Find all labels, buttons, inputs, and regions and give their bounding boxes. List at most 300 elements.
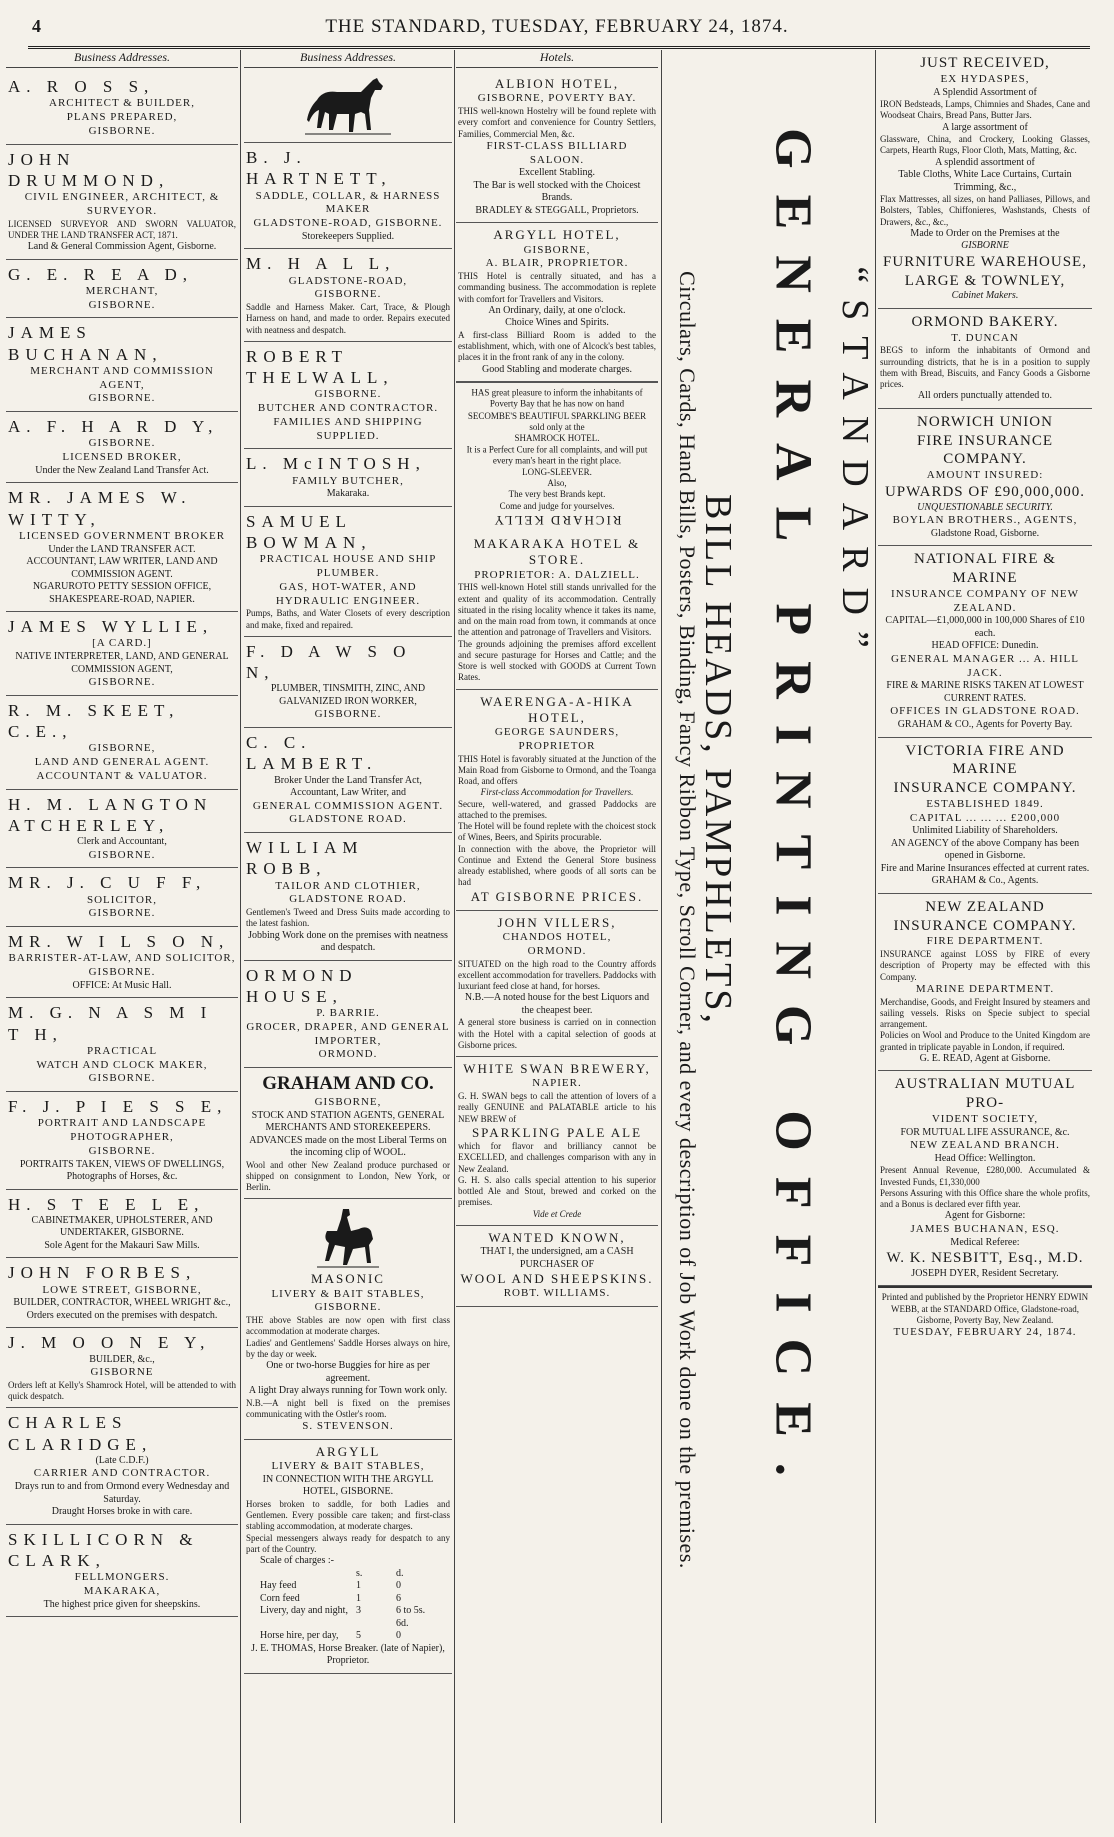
fee-table-title: Scale of charges :- bbox=[260, 1555, 334, 1566]
ad-name: H. M. LANGTON ATCHERLEY, bbox=[8, 794, 213, 835]
ad-name: NEW ZEALAND bbox=[925, 898, 1045, 915]
ad-line: An Ordinary, daily, at one o'clock. bbox=[488, 304, 626, 316]
ad-line: GISBORNE. bbox=[88, 298, 156, 311]
ad-line: GISBORNE. bbox=[88, 124, 156, 137]
ad-line: S. STEVENSON. bbox=[302, 1420, 394, 1432]
ad-line: GISBORNE. bbox=[88, 676, 156, 688]
ad-line: J. E. THOMAS, Horse Breaker. (late of Napier), Proprietor. bbox=[251, 1642, 445, 1666]
ad-line: PRACTICAL bbox=[86, 1044, 158, 1057]
horse-icon bbox=[303, 76, 393, 138]
ad-block bbox=[6, 927, 238, 998]
ad-line: Also, bbox=[547, 478, 567, 488]
ad-line: Good Stabling and moderate charges. bbox=[481, 363, 633, 375]
ad-block bbox=[6, 260, 238, 319]
ad-line: UPWARDS OF £90,000,000. bbox=[884, 483, 1086, 500]
ad-line: OFFICE: At Music Hall. bbox=[72, 979, 172, 991]
ad-line: THIS well-known Hostelry will be found replete with every comfort and convenience for Country Settlers, Families, Commercial Men, &c. bbox=[458, 106, 656, 139]
ad-line: INSURANCE COMPANY. bbox=[893, 917, 1077, 934]
ad-block bbox=[6, 868, 238, 927]
ad-line: ACCOUNTANT & VALUATOR. bbox=[36, 769, 208, 782]
ad-line: FIRE & MARINE RISKS TAKEN AT LOWEST CURRENT RATES. bbox=[886, 680, 1084, 704]
ad-name: ARGYLL HOTEL, bbox=[493, 227, 621, 243]
ad-line: N.B.—A night bell is fixed on the premises communicating with the Ostler's room. bbox=[246, 1397, 450, 1419]
ad-line: JAMES BUCHANAN, ESQ. bbox=[910, 1222, 1060, 1235]
ad-block bbox=[456, 382, 658, 532]
ad-name: ARGYLL bbox=[315, 1443, 381, 1459]
ad-block bbox=[244, 1199, 452, 1440]
fee-cell: 5 bbox=[356, 1630, 361, 1641]
ad-line: SHAMROCK HOTEL. bbox=[514, 433, 600, 443]
ad-line: A. BLAIR, PROPRIETOR. bbox=[485, 257, 629, 270]
ad-line: THAT I, the undersigned, am a CASH PURCHASER OF bbox=[480, 1246, 634, 1270]
ad-line: GEORGE SAUNDERS, PROPRIETOR bbox=[494, 726, 620, 752]
ad-block bbox=[878, 1071, 1092, 1286]
ad-line: GENERAL COMMISSION AGENT. bbox=[252, 799, 444, 812]
ad-name: JOHN DRUMMOND, bbox=[8, 149, 170, 190]
ad-block bbox=[244, 143, 452, 249]
ad-line: SOLICITOR, bbox=[87, 893, 157, 906]
ad-line: BARRISTER-AT-LAW, AND SOLICITOR, bbox=[8, 952, 236, 965]
ad-name: A. R O S S, bbox=[8, 77, 155, 96]
ad-line: MARINE DEPARTMENT. bbox=[915, 982, 1055, 995]
ad-line: GISBORNE. bbox=[88, 437, 156, 450]
ad-line: INSURANCE COMPANY OF NEW ZEALAND. bbox=[891, 587, 1079, 614]
ad-line: Fire and Marine Insurances effected at current rates. bbox=[880, 862, 1090, 874]
ad-line: JOSEPH DYER, Resident Secretary. bbox=[911, 1267, 1059, 1279]
ad-line: Unlimited Liability of Shareholders. bbox=[912, 825, 1058, 837]
ad-block bbox=[244, 1068, 452, 1199]
ad-line: Under the New Zealand Land Transfer Act. bbox=[35, 464, 209, 476]
ad-line: Special messengers always ready for despatch to any part of the Country. bbox=[246, 1532, 450, 1554]
ad-name: M. H A L L, bbox=[246, 254, 396, 274]
ad-line: FAMILY BUTCHER, bbox=[292, 474, 404, 487]
ad-line: ESTABLISHED 1849. bbox=[926, 797, 1044, 810]
ad-line: Wool and other New Zealand produce purchased or shipped on consignment to London, New York, or Berlin. bbox=[246, 1159, 450, 1192]
ad-block bbox=[244, 833, 452, 961]
ad-line: Excellent Stabling. bbox=[518, 167, 596, 179]
ad-line: ACCOUNTANT, LAW WRITER, LAND AND COMMISSION AGENT. bbox=[26, 556, 218, 580]
ad-block bbox=[6, 1525, 238, 1618]
ad-line: Choice Wines and Spirits. bbox=[505, 317, 609, 329]
ad-name: GRAHAM AND CO. bbox=[262, 1073, 434, 1094]
ad-name: ORMOND BAKERY. bbox=[911, 313, 1059, 330]
ad-name: MAKARAKA HOTEL & STORE. bbox=[473, 536, 641, 568]
imprint-date: TUESDAY, FEBRUARY 24, 1874. bbox=[893, 1326, 1077, 1338]
ad-line: A large assortment of bbox=[942, 121, 1028, 133]
general-printing-office-line: GENERAL PRINTING OFFICE. bbox=[764, 128, 822, 1502]
ad-line: BUTCHER AND CONTRACTOR. bbox=[257, 402, 439, 414]
ad-line: ROBT. WILLIAMS. bbox=[503, 1287, 611, 1300]
ad-line: THE above Stables are now open with first class accommodation at moderate charges. bbox=[246, 1315, 450, 1337]
ad-line: Made to Order on the Premises at the bbox=[910, 227, 1060, 239]
ad-block bbox=[456, 223, 658, 382]
ad-line: Vide et Crede bbox=[532, 1208, 582, 1219]
ad-line: PHOTOGRAPHER, bbox=[70, 1131, 174, 1143]
ad-line: SECOMBE'S BEAUTIFUL SPARKLING BEER bbox=[467, 410, 647, 421]
ad-line: GLADSTONE-ROAD, GISBORNE. bbox=[253, 217, 443, 229]
ad-line: THIS Hotel is favorably situated at the Junction of the Main Road from Gisborne to Ormond, and the Toanga Road, and offers bbox=[458, 753, 656, 786]
ad-name: L. McINTOSH, bbox=[246, 454, 426, 474]
ad-name: F. J. P I E S S E, bbox=[8, 1097, 228, 1116]
ad-name: G. E. R E A D, bbox=[8, 264, 194, 284]
ad-line: The Bar is well stocked with the Choicest Brands. bbox=[473, 179, 641, 204]
ad-name: MR. J. C U F F, bbox=[8, 873, 207, 893]
ad-line: AN AGENCY of the above Company has been opened in Gisborne. bbox=[890, 837, 1080, 862]
ad-line: GRAHAM & CO., Agents for Poverty Bay. bbox=[897, 719, 1073, 730]
ad-name: JOHN VILLERS, bbox=[497, 914, 617, 930]
fee-header-cell bbox=[260, 1568, 356, 1581]
ad-line: Secure, well-watered, and grassed Paddocks are attached to the premises. bbox=[458, 798, 656, 820]
ad-name: ORMOND HOUSE, bbox=[246, 965, 358, 1006]
ad-line: Land & General Commission Agent, Gisborne. bbox=[27, 241, 217, 252]
fee-cell: 6 bbox=[396, 1592, 401, 1604]
ad-name: J. M O O N E Y, bbox=[8, 1333, 211, 1353]
ad-line: FAMILIES AND SHIPPING SUPPLIED. bbox=[273, 415, 423, 442]
ads-list bbox=[244, 143, 452, 1674]
ad-line: CABINETMAKER, UPHOLSTERER, AND UNDERTAKER, GISBORNE. bbox=[31, 1214, 213, 1239]
column-insurance-furniture bbox=[878, 50, 1092, 1823]
fee-cell: 0 bbox=[396, 1580, 401, 1591]
ad-block bbox=[878, 409, 1092, 547]
ad-line: N.B.—A noted house for the best Liquors and the cheapest beer. bbox=[464, 992, 650, 1016]
ad-line: PROPRIETOR: A. DALZIELL. bbox=[474, 568, 640, 581]
ad-line: A general store business is carried on in connection with the Hotel with a capital selection of goods at Gisborne prices. bbox=[458, 1017, 656, 1050]
ad-line: GISBORNE, bbox=[314, 1095, 382, 1108]
ad-block bbox=[456, 911, 658, 1057]
ad-line: GLADSTONE ROAD. bbox=[289, 893, 407, 906]
ad-line: GISBORNE bbox=[961, 240, 1009, 252]
ad-line: Merchandise, Goods, and Freight Insured by steamers and sailing vessels. Risks on Specie subject to special arrangement. bbox=[880, 996, 1090, 1029]
ad-block bbox=[878, 50, 1092, 309]
ad-name: JAMES WYLLIE, bbox=[8, 617, 214, 636]
ad-line: FURNITURE WAREHOUSE, bbox=[883, 253, 1087, 270]
ad-name: NATIONAL FIRE & MARINE bbox=[914, 551, 1056, 586]
ad-block bbox=[456, 1057, 658, 1226]
fee-table bbox=[246, 1555, 450, 1643]
ads-list bbox=[456, 72, 658, 1307]
ad-block bbox=[878, 309, 1092, 409]
fee-cell: Horse hire, per day, bbox=[260, 1630, 339, 1641]
ad-line: HAS great pleasure to inform the inhabitants of Poverty Bay that he has now on hand bbox=[471, 388, 643, 410]
fee-cell: 3 bbox=[356, 1605, 361, 1616]
ad-name: ALBION HOTEL, bbox=[494, 76, 620, 91]
ad-line: FIRE DEPARTMENT. bbox=[926, 935, 1044, 948]
ad-line: BUILDER, &c., bbox=[89, 1353, 155, 1365]
ad-line: Present Annual Revenue, £280,000. Accumulated & Invested Funds, £1,330,000 bbox=[880, 1165, 1090, 1187]
ad-line: GISBORNE bbox=[90, 1366, 154, 1378]
fee-cell: Hay feed bbox=[260, 1580, 297, 1591]
ad-line: GISBORNE. bbox=[314, 708, 382, 721]
ad-line: STOCK AND STATION AGENTS, GENERAL MERCHANTS AND STOREKEEPERS. bbox=[251, 1109, 445, 1133]
ad-line: FIRE INSURANCE COMPANY. bbox=[916, 432, 1054, 468]
ad-line: CHANDOS HOTEL, bbox=[502, 931, 612, 943]
ad-line: Horses broken to saddle, for both Ladies and Gentlemen. Every possible care taken; and first-class stabling accommodation, at moderate charges. bbox=[246, 1498, 450, 1532]
ad-line: GISBORNE. bbox=[314, 1301, 382, 1314]
ad-line: GISBORNE. bbox=[88, 848, 156, 861]
fee-header-cell: s. bbox=[356, 1567, 363, 1579]
ad-block bbox=[244, 728, 452, 833]
ad-line: ARCHITECT & BUILDER, bbox=[49, 97, 195, 110]
ad-line: G. H. SWAN begs to call the attention of lovers of a really GENUINE and PALATABLE article to his NEW BREW of bbox=[458, 1091, 656, 1124]
ad-name: MR. W I L S O N, bbox=[8, 932, 230, 951]
ad-name: H. S T E E L E, bbox=[8, 1194, 205, 1214]
fee-cell: 6 to 5s. 6d. bbox=[396, 1605, 426, 1629]
ad-block bbox=[6, 998, 238, 1092]
ad-name: B. J. HARTNETT, bbox=[246, 148, 392, 189]
ad-block bbox=[6, 72, 238, 145]
ad-block bbox=[878, 894, 1092, 1072]
ad-line: Draught Horses broke in with care. bbox=[51, 1506, 193, 1517]
ad-line: SPARKLING PALE ALE bbox=[471, 1124, 643, 1140]
ad-line: Persons Assuring with this Office share the whole profits, and a Bonus is declared ever fifth year. bbox=[880, 1187, 1090, 1209]
ad-line: PORTRAITS TAKEN, VIEWS OF DWELLINGS, Photographs of Horses, &c. bbox=[19, 1158, 225, 1182]
ad-line: Agent for Gisborne: bbox=[944, 1210, 1026, 1222]
ad-line: which for flavor and brilliancy cannot be EXCELLED, and challenges comparison with any in New Zealand. bbox=[458, 1141, 656, 1174]
column-divider bbox=[240, 50, 241, 1823]
ad-line: THIS well-known Hotel still stands unrivalled for the extent and quality of its accommodation. Centrally situated in the rising locality whence it takes its name, and on the main road from town, it commands at once the attention and patronage of Travellers and Visitors. bbox=[458, 582, 656, 638]
ad-name: SAMUEL BOWMAN, bbox=[246, 511, 372, 552]
ad-name: CHARLES CLARIDGE, bbox=[8, 1413, 153, 1454]
ad-line: LARGE & TOWNLEY, bbox=[904, 272, 1066, 289]
ad-line: GISBORNE. bbox=[88, 392, 156, 405]
ad-line: FELLMONGERS. bbox=[74, 1571, 170, 1583]
ad-block bbox=[456, 1226, 658, 1307]
ad-line: Orders executed on the premises with despatch. bbox=[26, 1309, 218, 1321]
fee-grid bbox=[246, 1568, 450, 1643]
ad-line: [A CARD.] bbox=[92, 637, 152, 650]
ads-list bbox=[878, 50, 1092, 1286]
ad-block bbox=[6, 1258, 238, 1328]
ad-name: A. F. H A R D Y, bbox=[8, 417, 219, 436]
fee-header-cell: d. bbox=[396, 1567, 404, 1579]
ad-line: CIVIL ENGINEER, ARCHITECT, & SURVEYOR. bbox=[24, 191, 220, 217]
ad-name: AUSTRALIAN MUTUAL PRO- bbox=[894, 1076, 1076, 1111]
ad-line: Pumps, Baths, and Water Closets of every description and make, fixed and repaired. bbox=[246, 608, 450, 630]
ad-line: P. BARRIE. bbox=[316, 1007, 380, 1019]
ad-line: PLANS PREPARED, bbox=[66, 111, 178, 123]
ad-line: LIVERY & BAIT STABLES, bbox=[271, 1287, 425, 1300]
ad-line: Makaraka. bbox=[326, 488, 370, 500]
rider-engraving bbox=[246, 1205, 450, 1269]
ad-line: OFFICES IN GLADSTONE ROAD. bbox=[890, 705, 1080, 718]
ad-block bbox=[6, 1328, 238, 1408]
ad-name: R. M. SKEET, C.E., bbox=[8, 700, 180, 741]
ad-line: WOOL AND SHEEPSKINS. bbox=[460, 1271, 654, 1286]
ad-line: BUILDER, CONTRACTOR, WHEEL WRIGHT &c., bbox=[13, 1297, 231, 1309]
fee-cell: 1 bbox=[356, 1592, 361, 1604]
ad-line: VIDENT SOCIETY, bbox=[931, 1112, 1039, 1125]
ad-name: MASONIC bbox=[311, 1271, 385, 1287]
column-hotels bbox=[456, 50, 658, 1823]
ad-line: CARRIER AND CONTRACTOR. bbox=[33, 1467, 211, 1480]
ad-block bbox=[244, 449, 452, 507]
ad-line: W. K. NESBITT, Esq., M.D. bbox=[886, 1250, 1084, 1266]
ad-line: AMOUNT INSURED: bbox=[926, 469, 1044, 481]
ad-line: Come and judge for yourselves. bbox=[499, 500, 615, 511]
ad-block bbox=[6, 696, 238, 790]
ad-line: (Late C.D.F.) bbox=[95, 1454, 149, 1466]
ad-block bbox=[6, 412, 238, 483]
ad-line: GISBORNE. bbox=[88, 1144, 156, 1157]
column-header: Hotels. bbox=[456, 50, 658, 68]
ad-line: GENERAL MANAGER ... A. HILL JACK. bbox=[891, 652, 1079, 679]
ad-line: FIRST-CLASS BILLIARD SALOON. bbox=[486, 139, 628, 166]
horse-engraving bbox=[244, 72, 452, 143]
ad-line: Ladies' and Gentlemens' Saddle Horses always on hire, by the day or week. bbox=[246, 1337, 450, 1359]
ad-block bbox=[6, 1190, 238, 1259]
ad-block bbox=[456, 532, 658, 690]
ad-name: C. C. LAMBERT. bbox=[246, 733, 378, 774]
ad-line: It is a Perfect Cure for all complaints, and will put every man's heart in the right place. bbox=[466, 444, 648, 466]
ad-line: TAILOR AND CLOTHIER, bbox=[275, 879, 421, 892]
ad-line: The Hotel will be found replete with the choicest stock of Wines, Beers, and Spirits procurable. bbox=[458, 821, 656, 843]
ad-name: F. D A W S O N, bbox=[246, 641, 412, 682]
ad-name: WANTED KNOWN, bbox=[488, 1229, 626, 1245]
ad-block bbox=[456, 72, 658, 223]
ad-block bbox=[878, 546, 1092, 737]
ad-block bbox=[244, 249, 452, 342]
ad-line: THIS Hotel is centrally situated, and has a commanding business. The accommodation is replete with comfort for Travellers and Visitors. bbox=[458, 271, 656, 304]
imprint bbox=[878, 1286, 1092, 1345]
ad-line: MERCHANT, bbox=[85, 284, 159, 297]
ad-block bbox=[244, 961, 452, 1069]
masthead bbox=[0, 10, 1114, 42]
ad-block bbox=[456, 690, 658, 911]
ad-line: sold only at the bbox=[529, 421, 585, 432]
ad-line: ORMOND. bbox=[527, 944, 587, 957]
ad-line: All orders punctually attended to. bbox=[917, 390, 1053, 402]
ad-line: NEW ZEALAND BRANCH. bbox=[910, 1139, 1060, 1151]
ad-line: FOR MUTUAL LIFE ASSURANCE, &c. bbox=[900, 1126, 1070, 1138]
ad-block bbox=[6, 1408, 238, 1524]
ad-line: Head Office: Wellington. bbox=[934, 1152, 1036, 1164]
ad-name: WHITE SWAN BREWERY, bbox=[463, 1061, 651, 1076]
ad-line: GLADSTONE-ROAD, bbox=[288, 274, 408, 287]
column-header: Business Addresses. bbox=[244, 50, 452, 68]
ad-name: RICHARD KELLY bbox=[492, 513, 622, 528]
job-work-line: Circulars, Cards, Hand Bills, Posters, Binding, Fancy Ribbon Type, Scroll Corner, and every description of Job Work done on the premises. bbox=[675, 271, 700, 1569]
imprint-text: Printed and published by the Proprietor HENRY EDWIN WEBB, at the STANDARD Office, Gladstone-road, Gisborne, Poverty Bay, New Zealand. bbox=[881, 1292, 1089, 1325]
column-divider bbox=[454, 50, 455, 1823]
ad-line: G. H. S. also calls special attention to his superior bottled Ale and Stout, brewed and corked on the premises. bbox=[458, 1174, 656, 1208]
ad-block bbox=[878, 738, 1092, 894]
column-divider bbox=[661, 50, 662, 1823]
ad-block bbox=[6, 1092, 238, 1190]
ad-name: SKILLICORN & CLARK, bbox=[8, 1529, 199, 1570]
ad-line: Policies on Wool and Produce to the United Kingdom are granted in triplicate payable in London, if required. bbox=[880, 1030, 1090, 1052]
column-header: Business Addresses. bbox=[6, 50, 238, 68]
ad-line: LICENSED BROKER, bbox=[62, 451, 182, 463]
ad-line: The grounds adjoining the premises afford excellent and secure pasturage for Horses and Cattle; and the Store is well stocked with GOODS at Current Town Rates. bbox=[458, 638, 656, 683]
ad-line: Glassware, China, and Crockery, Looking Glasses, Carpets, Hearth Rugs, Floor Cloth, Mats, Matting, &c. bbox=[880, 134, 1090, 156]
ad-line: AT GISBORNE PRICES. bbox=[470, 888, 644, 904]
ad-block bbox=[6, 612, 238, 696]
ad-line: LICENSED GOVERNMENT BROKER bbox=[18, 529, 226, 542]
ad-line: CAPITAL—£1,000,000 in 100,000 Shares of £10 each. bbox=[885, 615, 1085, 639]
ad-line: GISBORNE. bbox=[314, 388, 382, 401]
ad-line: GISBORNE. bbox=[314, 288, 382, 301]
ad-line: GAS, HOT-WATER, AND HYDRAULIC ENGINEER. bbox=[275, 580, 421, 607]
ad-name: JUST RECEIVED, bbox=[920, 55, 1050, 71]
ad-line: Storekeepers Supplied. bbox=[301, 230, 395, 242]
ad-line: Accountant, Law Writer, and bbox=[290, 787, 406, 798]
ad-line: A splendid assortment of bbox=[935, 156, 1035, 168]
ad-line: LONG-SLEEVER. bbox=[522, 466, 592, 477]
ad-line: Flax Mattresses, all sizes, on hand Palliases, Pillows, and Bolsters, Tables, Chiffonieres, Washstands, Chests of Drawers, &c., &c., bbox=[880, 194, 1090, 227]
bill-heads-line: BILL HEADS, PAMPHLETS, bbox=[697, 494, 739, 1026]
ad-line: G. E. READ, Agent at Gisborne. bbox=[919, 1052, 1051, 1064]
ad-line: GISBORNE, bbox=[88, 742, 156, 755]
ad-block bbox=[6, 790, 238, 869]
ad-line: T. DUNCAN bbox=[951, 331, 1019, 344]
ad-line: SADDLE, COLLAR, & HARNESS MAKER bbox=[255, 189, 441, 216]
ad-line: IRON Bedsteads, Lamps, Chimnies and Shades, Cane and Woodseat Chairs, Bread Pans, Butter Jars. bbox=[880, 99, 1090, 121]
ad-line: Cabinet Makers. bbox=[951, 290, 1019, 302]
ad-name: MR. JAMES W. WITTY, bbox=[8, 488, 192, 529]
ad-line: LICENSED SURVEYOR AND SWORN VALUATOR, UNDER THE LAND TRANSFER ACT, 1871. bbox=[8, 218, 236, 240]
ad-line: PORTRAIT AND LANDSCAPE bbox=[37, 1117, 207, 1130]
ad-line: Broker Under the Land Transfer Act, bbox=[274, 774, 422, 786]
ad-line: Gentlemen's Tweed and Dress Suits made according to the latest fashion. bbox=[246, 907, 450, 929]
ad-line: Under the LAND TRANSFER ACT. bbox=[48, 543, 196, 555]
ad-name: JAMES BUCHANAN, bbox=[8, 323, 163, 364]
ad-line: GISBORNE. bbox=[88, 907, 156, 920]
ad-line: NGARUROTO PETTY SESSION OFFICE, SHAKESPEARE-ROAD, NAPIER. bbox=[32, 581, 212, 605]
ad-line: The very best Brands kept. bbox=[508, 489, 606, 500]
ad-line: In connection with the above, the Proprietor will Continue and Extend the General Store business already established, where goods of all sorts can be had bbox=[458, 843, 656, 888]
ad-line: HEAD OFFICE: Dunedin. bbox=[931, 640, 1039, 652]
fee-cell: 0 bbox=[396, 1630, 401, 1641]
ad-line: LIVERY & BAIT STABLES, bbox=[271, 1460, 425, 1472]
ad-line: BOYLAN BROTHERS., AGENTS, bbox=[892, 514, 1078, 526]
column-business-addresses-1 bbox=[6, 50, 238, 1823]
ad-line: The highest price given for sheepskins. bbox=[43, 1598, 201, 1610]
ad-line: First-class Accommodation for Travellers. bbox=[480, 787, 634, 798]
fee-cell: 1 bbox=[356, 1580, 361, 1591]
ad-line: INSURANCE COMPANY. bbox=[893, 780, 1077, 796]
horse-rider-icon bbox=[313, 1205, 383, 1269]
ad-line: Medical Referee: bbox=[950, 1236, 1020, 1248]
ad-line: One or two-horse Buggies for hire as per agreement. bbox=[266, 1360, 430, 1384]
ad-block bbox=[6, 483, 238, 612]
ad-line: Orders left at Kelly's Shamrock Hotel, will be attended to with quick despatch. bbox=[8, 1379, 236, 1401]
ad-line: Sole Agent for the Makauri Saw Mills. bbox=[44, 1239, 200, 1251]
ad-line: Gladstone Road, Gisborne. bbox=[930, 527, 1040, 539]
fee-cell: Livery, day and night, bbox=[260, 1605, 348, 1616]
ad-line: NATIVE INTERPRETER, LAND, AND GENERAL COMMISSION AGENT, bbox=[15, 651, 229, 675]
ad-line: LAND AND GENERAL AGENT. bbox=[34, 756, 210, 768]
ad-line: CAPITAL ... ... ... £200,000 bbox=[909, 811, 1061, 824]
ad-line: BRADLEY & STEGGALL, Proprietors. bbox=[475, 204, 639, 216]
ad-line: Drays run to and from Ormond every Wednesday and Saturday. bbox=[14, 1481, 230, 1505]
ad-line: GISBORNE. bbox=[88, 1072, 156, 1085]
ad-name: WILLIAM ROBB, bbox=[246, 838, 364, 879]
ad-line: INSURANCE against LOSS by FIRE of every description of Property may be effected with this Company. bbox=[880, 949, 1090, 982]
ad-block bbox=[244, 507, 452, 637]
ad-line: GROCER, DRAPER, AND GENERAL IMPORTER, bbox=[246, 1020, 450, 1047]
standard-line: “STANDARD” bbox=[834, 266, 876, 664]
ad-line: A Splendid Assortment of bbox=[933, 86, 1037, 98]
ad-line: SITUATED on the high road to the Country affords excellent accommodation for travellers. Paddocks with luxuriant feed close at hand, for horses. bbox=[458, 958, 656, 991]
fee-cell: Corn feed bbox=[260, 1592, 300, 1604]
ad-line: EX HYDASPES, bbox=[940, 72, 1030, 85]
ad-name: M. G. N A S M I T H, bbox=[8, 1003, 213, 1044]
ad-line: Table Cloths, White Lace Curtains, Curtain Trimming, &c., bbox=[898, 169, 1072, 193]
ad-line: Saddle and Harness Maker. Cart, Trace, & Plough Harness on hand, and made to order. Repairs executed with neatness and despatch. bbox=[246, 302, 450, 335]
ad-line: Clerk and Accountant, bbox=[77, 836, 167, 847]
ad-line: MAKARAKA, bbox=[83, 1584, 161, 1597]
ad-line: LOWE STREET, GISBORNE, bbox=[42, 1283, 202, 1296]
